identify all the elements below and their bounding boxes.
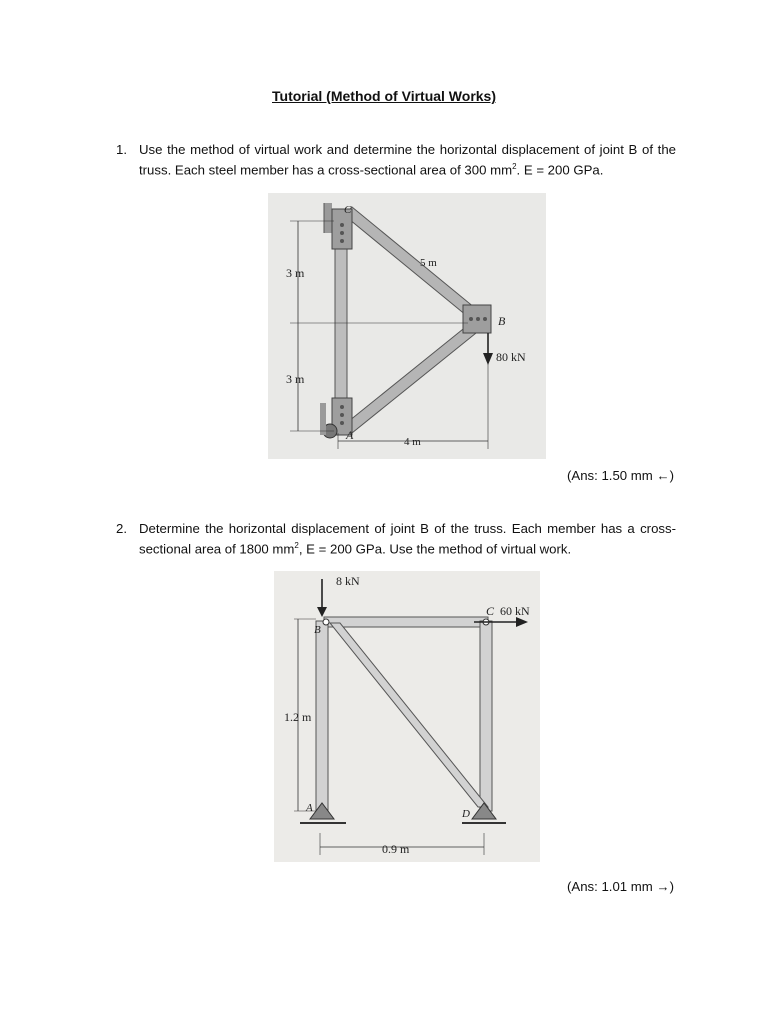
joint-c-label: C xyxy=(344,204,352,216)
question-text: Use the method of virtual work and determine the horizontal displacement of joint B of the truss. Each steel member has a cross-sectional area of 300 $mm^2$. E = 200 GPa. xyxy=(139,142,676,178)
horizontal-dim-label: 4 m xyxy=(404,436,421,448)
page-title: Tutorial (Method of Virtual Works) xyxy=(272,88,496,104)
answer-2: (Ans: 1.01 mm →) xyxy=(567,879,674,894)
load-label: 80 kN xyxy=(496,350,526,364)
truss-figure-2 xyxy=(274,571,540,862)
joint-d-label: D xyxy=(462,808,470,820)
question-number: 2. xyxy=(116,521,127,536)
load-vertical-label: 8 kN xyxy=(336,574,360,588)
question-number: 1. xyxy=(116,142,127,157)
answer-1: (Ans: 1.50 mm ←) xyxy=(567,468,674,483)
joint-a-label: A xyxy=(346,428,354,442)
joint-b-label: B xyxy=(314,624,321,636)
question-2 xyxy=(116,520,676,557)
member-length-label: 5 m xyxy=(420,257,437,269)
dim-lower-label: 3 m xyxy=(286,372,305,386)
joint-c-label: C xyxy=(486,604,495,618)
question-1 xyxy=(116,141,676,178)
height-label: 1.2 m xyxy=(284,710,312,724)
truss-figure-1 xyxy=(268,193,546,459)
width-label: 0.9 m xyxy=(382,842,410,856)
joint-b-label: B xyxy=(498,314,506,328)
dim-upper-label: 3 m xyxy=(286,266,305,280)
joint-a-label: A xyxy=(306,802,313,814)
question-text: Determine the horizontal displacement of joint B of the truss. Each member has a cross-sectional area of 1800 $mm^2$, E = 200 GPa. Use the method of virtual work. xyxy=(139,521,676,557)
load-horizontal-label: 60 kN xyxy=(500,604,530,618)
